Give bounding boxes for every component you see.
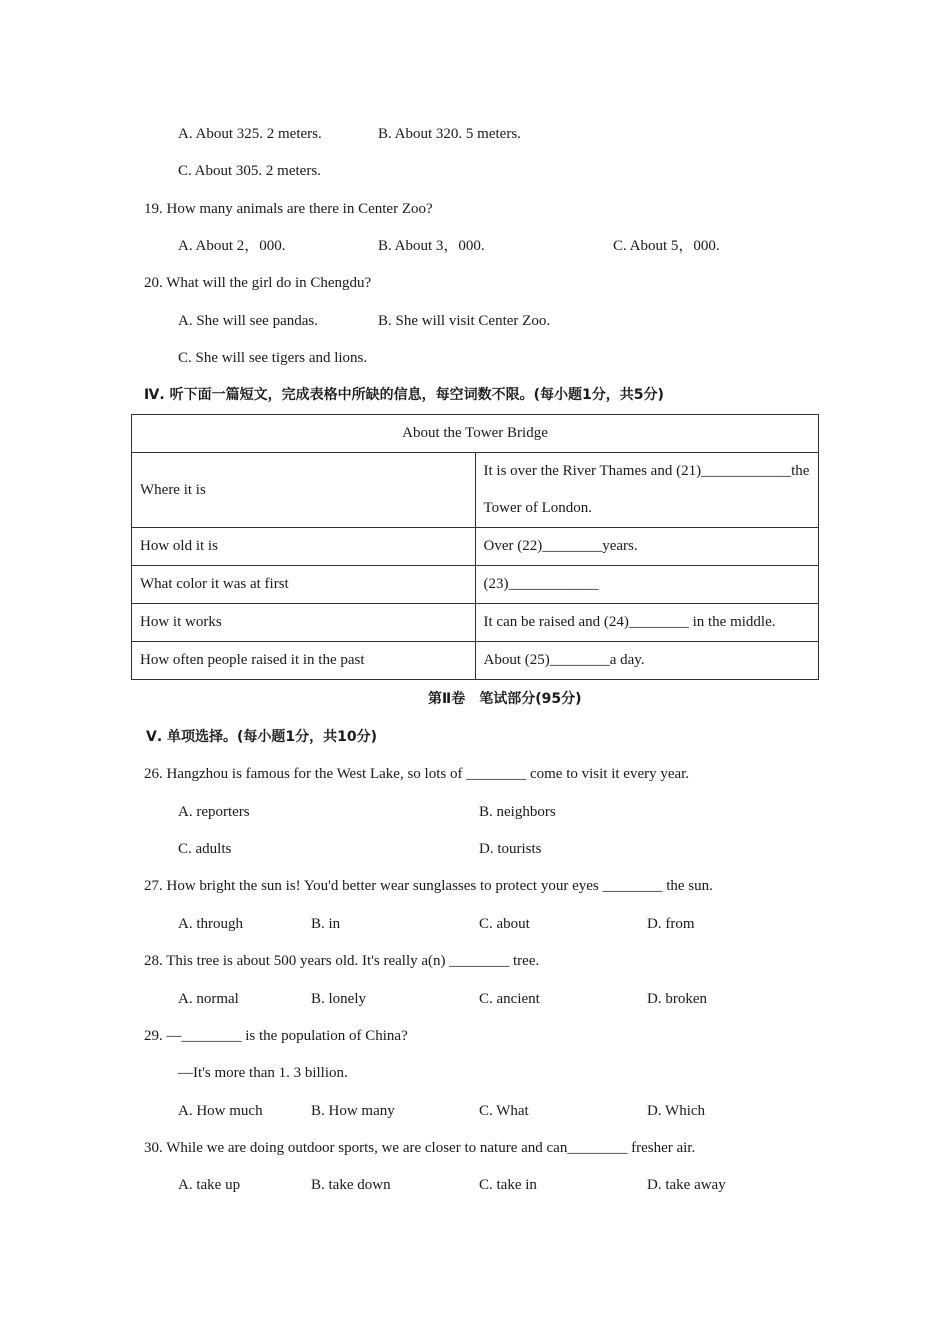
q27-option-b: B. in [311, 916, 341, 932]
q20-option-b: B. She will visit Center Zoo. [378, 313, 551, 329]
q28-option-b: B. lonely [311, 991, 366, 1007]
row-label: How often people raised it in the past [132, 642, 476, 680]
q29-option-a: A. How much [178, 1103, 263, 1119]
section-5-heading: Ⅴ. 单项选择。(每小题1分，共10分) [146, 729, 378, 745]
q26-option-d: D. tourists [479, 841, 542, 857]
q29-stem: 29. —________ is the population of China? [144, 1028, 408, 1044]
q19-option-a: A. About 2，000. [178, 238, 286, 254]
q27-option-d: D. from [647, 916, 695, 932]
part-2-heading: 第Ⅱ卷 笔试部分(95分) [428, 691, 582, 707]
table-title: About the Tower Bridge [132, 415, 819, 453]
row-label: How old it is [132, 528, 476, 566]
q27-option-c: C. about [479, 916, 530, 932]
row-label: How it works [132, 604, 476, 642]
q30-stem: 30. While we are doing outdoor sports, we are closer to nature and can________ fresher air. [144, 1140, 696, 1156]
q27-stem: 27. How bright the sun is! You'd better wear sunglasses to protect your eyes ________ the sun. [144, 878, 713, 894]
q27-option-a: A. through [178, 916, 243, 932]
q28-option-d: D. broken [647, 991, 707, 1007]
q28-stem: 28. This tree is about 500 years old. It's really a(n) ________ tree. [144, 953, 540, 969]
q19-option-b: B. About 3，000. [378, 238, 485, 254]
q28-option-c: C. ancient [479, 991, 540, 1007]
q20-stem: 20. What will the girl do in Chengdu? [144, 275, 372, 291]
q20-option-a: A. She will see pandas. [178, 313, 318, 329]
table-row [132, 604, 819, 642]
q29-option-b: B. How many [311, 1103, 395, 1119]
q26-option-b: B. neighbors [479, 804, 556, 820]
table-row [132, 528, 819, 566]
row-label: What color it was at first [132, 566, 476, 604]
q30-option-b: B. take down [311, 1177, 391, 1193]
table-row [132, 453, 819, 528]
q29-option-c: C. What [479, 1103, 529, 1119]
q18-option-c: C. About 305. 2 meters. [178, 163, 321, 179]
q28-option-a: A. normal [178, 991, 239, 1007]
row-value: About (25)________a day. [475, 642, 819, 680]
row-label: Where it is [132, 453, 476, 528]
q26-option-a: A. reporters [178, 804, 250, 820]
table-row [132, 642, 819, 680]
row-value: Over (22)________years. [475, 528, 819, 566]
q29-reply: —It's more than 1. 3 billion. [178, 1065, 348, 1081]
row-value: (23)____________ [475, 566, 819, 604]
q18-option-b: B. About 320. 5 meters. [378, 126, 521, 142]
q30-option-c: C. take in [479, 1177, 537, 1193]
q19-stem: 19. How many animals are there in Center Zoo? [144, 201, 433, 217]
q26-stem: 26. Hangzhou is famous for the West Lake, so lots of ________ come to visit it every year. [144, 766, 690, 782]
table-row [132, 566, 819, 604]
q29-option-d: D. Which [647, 1103, 706, 1119]
q18-option-a: A. About 325. 2 meters. [178, 126, 322, 142]
q26-option-c: C. adults [178, 841, 232, 857]
row-value: It is over the River Thames and (21)____________the Tower of London. [475, 453, 819, 528]
q20-option-c: C. She will see tigers and lions. [178, 350, 368, 366]
q19-option-c: C. About 5，000. [613, 238, 720, 254]
q30-option-a: A. take up [178, 1177, 241, 1193]
tower-bridge-table [131, 414, 819, 680]
section-4-heading: Ⅳ. 听下面一篇短文，完成表格中所缺的信息，每空词数不限。(每小题1分，共5分) [144, 387, 664, 403]
row-value: It can be raised and (24)________ in the middle. [475, 604, 819, 642]
q30-option-d: D. take away [647, 1177, 726, 1193]
